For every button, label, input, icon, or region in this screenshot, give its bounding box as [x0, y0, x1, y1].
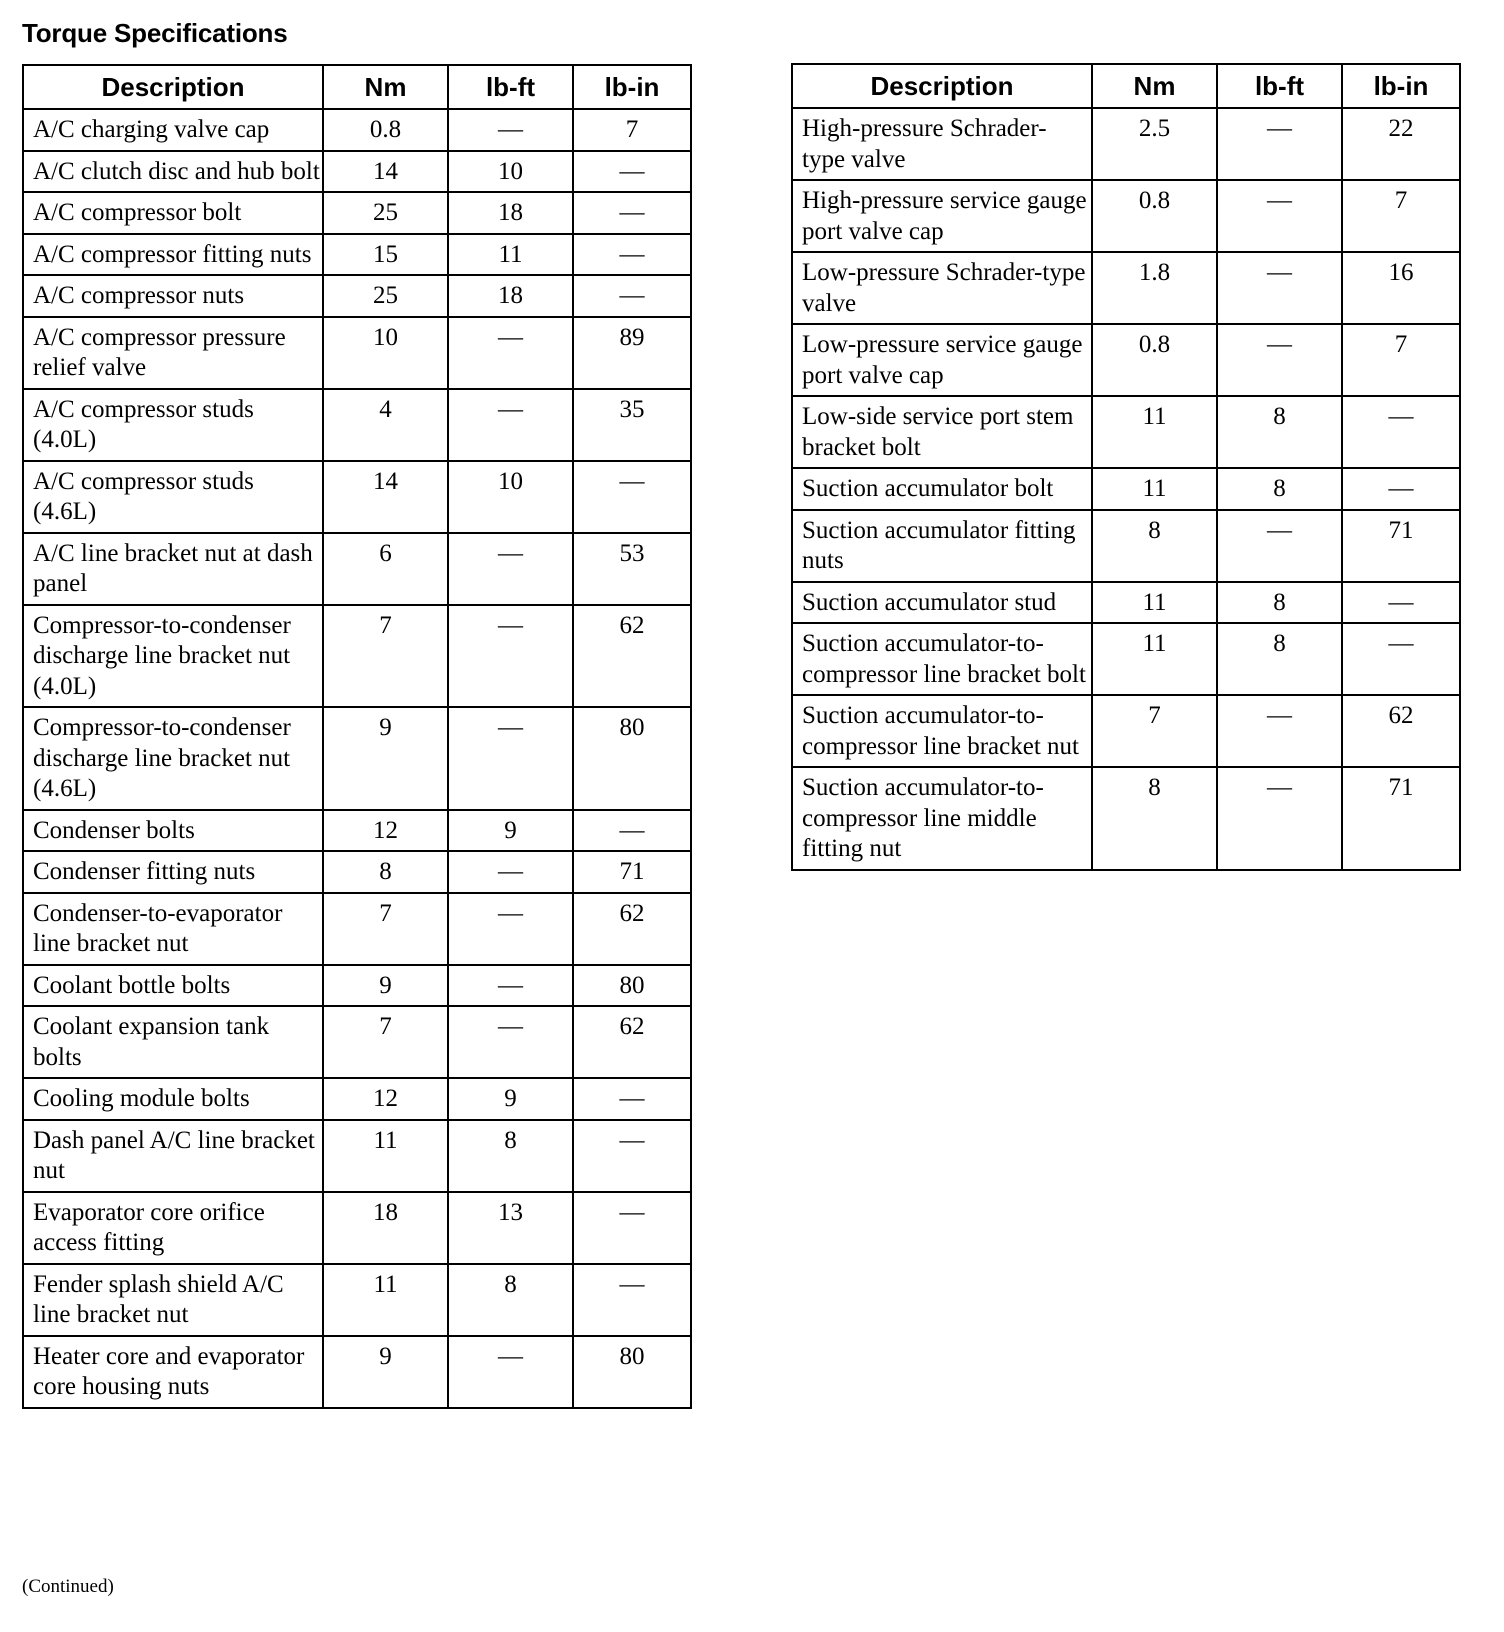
cell-nm: 11: [1092, 468, 1217, 510]
cell-nm: 9: [323, 965, 448, 1007]
cell-nm: 11: [1092, 582, 1217, 624]
cell-lbft: —: [448, 851, 573, 893]
cell-description: Cooling module bolts: [23, 1078, 323, 1120]
cell-description: Dash panel A/C line bracket nut: [23, 1120, 323, 1192]
cell-nm: 1.8: [1092, 252, 1217, 324]
cell-lbft: 8: [1217, 582, 1342, 624]
cell-nm: 7: [323, 605, 448, 708]
cell-lbft: 8: [1217, 623, 1342, 695]
cell-nm: 12: [323, 1078, 448, 1120]
table-row: [23, 1006, 691, 1078]
cell-lbft: —: [1217, 695, 1342, 767]
cell-lbft: —: [448, 1336, 573, 1408]
header-lbin: lb-in: [573, 65, 691, 109]
cell-lbft: 18: [448, 192, 573, 234]
table-row: [23, 1192, 691, 1264]
table-row: [792, 180, 1460, 252]
table-row: [23, 1336, 691, 1408]
table-row: [23, 965, 691, 1007]
cell-lbin: 71: [1342, 767, 1460, 870]
cell-lbin: —: [573, 810, 691, 852]
table-row: [23, 893, 691, 965]
cell-nm: 0.8: [323, 109, 448, 151]
table-row: [792, 510, 1460, 582]
cell-nm: 7: [1092, 695, 1217, 767]
cell-description: High-pressure Schrader-type valve: [792, 108, 1092, 180]
header-nm: Nm: [1092, 64, 1217, 108]
cell-nm: 0.8: [1092, 180, 1217, 252]
header-nm: Nm: [323, 65, 448, 109]
cell-description: A/C compressor bolt: [23, 192, 323, 234]
cell-lbin: —: [573, 151, 691, 193]
table-row: [23, 1264, 691, 1336]
table-row: [792, 695, 1460, 767]
cell-lbin: 80: [573, 1336, 691, 1408]
cell-description: A/C compressor nuts: [23, 275, 323, 317]
cell-lbin: 71: [1342, 510, 1460, 582]
header-row: [23, 65, 691, 109]
header-description: Description: [23, 65, 323, 109]
cell-lbft: —: [448, 605, 573, 708]
cell-description: A/C line bracket nut at dash panel: [23, 533, 323, 605]
cell-lbft: 10: [448, 151, 573, 193]
cell-lbft: 10: [448, 461, 573, 533]
cell-description: Condenser bolts: [23, 810, 323, 852]
table-row: [792, 108, 1460, 180]
cell-description: Suction accumulator stud: [792, 582, 1092, 624]
cell-lbft: —: [448, 109, 573, 151]
cell-nm: 18: [323, 1192, 448, 1264]
cell-nm: 14: [323, 461, 448, 533]
cell-lbft: —: [448, 389, 573, 461]
table-row: [23, 533, 691, 605]
table-row: [23, 605, 691, 708]
cell-nm: 7: [323, 1006, 448, 1078]
cell-description: A/C compressor fitting nuts: [23, 234, 323, 276]
cell-lbft: —: [448, 1006, 573, 1078]
cell-lbin: —: [573, 1264, 691, 1336]
cell-description: A/C compressor pressure relief valve: [23, 317, 323, 389]
cell-lbft: —: [1217, 252, 1342, 324]
header-description: Description: [792, 64, 1092, 108]
cell-lbft: 8: [1217, 468, 1342, 510]
cell-nm: 8: [1092, 510, 1217, 582]
cell-lbin: 16: [1342, 252, 1460, 324]
cell-lbft: —: [1217, 767, 1342, 870]
cell-nm: 4: [323, 389, 448, 461]
cell-description: Coolant bottle bolts: [23, 965, 323, 1007]
table-row: [792, 468, 1460, 510]
cell-description: Low-side service port stem bracket bolt: [792, 396, 1092, 468]
cell-description: A/C charging valve cap: [23, 109, 323, 151]
cell-nm: 11: [1092, 623, 1217, 695]
cell-description: High-pressure service gauge port valve cap: [792, 180, 1092, 252]
cell-description: Compressor-to-condenser discharge line bracket nut (4.6L): [23, 707, 323, 810]
cell-nm: 8: [323, 851, 448, 893]
cell-lbin: 7: [1342, 180, 1460, 252]
table-row: [792, 396, 1460, 468]
cell-lbin: 62: [573, 605, 691, 708]
cell-lbft: 8: [1217, 396, 1342, 468]
cell-lbin: —: [573, 192, 691, 234]
cell-lbin: —: [1342, 623, 1460, 695]
cell-lbft: 8: [448, 1264, 573, 1336]
table-row: [23, 851, 691, 893]
page-title: Torque Specifications: [22, 18, 288, 48]
table-row: [23, 275, 691, 317]
cell-lbin: —: [573, 1078, 691, 1120]
cell-lbft: 11: [448, 234, 573, 276]
table-row: [792, 623, 1460, 695]
cell-lbft: 9: [448, 1078, 573, 1120]
cell-lbft: 18: [448, 275, 573, 317]
cell-nm: 25: [323, 192, 448, 234]
cell-nm: 9: [323, 707, 448, 810]
table-row: [23, 192, 691, 234]
cell-nm: 12: [323, 810, 448, 852]
cell-description: A/C compressor studs (4.0L): [23, 389, 323, 461]
table-row: [792, 252, 1460, 324]
cell-lbft: —: [1217, 324, 1342, 396]
cell-lbin: 62: [573, 1006, 691, 1078]
cell-lbin: 35: [573, 389, 691, 461]
cell-nm: 11: [1092, 396, 1217, 468]
cell-lbin: 80: [573, 707, 691, 810]
cell-lbin: —: [573, 1120, 691, 1192]
cell-description: Low-pressure service gauge port valve cap: [792, 324, 1092, 396]
cell-nm: 11: [323, 1264, 448, 1336]
cell-lbin: 22: [1342, 108, 1460, 180]
header-lbft: lb-ft: [1217, 64, 1342, 108]
cell-nm: 7: [323, 893, 448, 965]
cell-lbin: —: [573, 461, 691, 533]
cell-nm: 9: [323, 1336, 448, 1408]
table-row: [23, 317, 691, 389]
table-row: [23, 234, 691, 276]
header-row: [792, 64, 1460, 108]
table-row: [792, 582, 1460, 624]
table-row: [23, 389, 691, 461]
cell-nm: 8: [1092, 767, 1217, 870]
cell-lbin: —: [1342, 396, 1460, 468]
cell-lbin: —: [1342, 582, 1460, 624]
cell-lbin: —: [573, 275, 691, 317]
cell-description: Heater core and evaporator core housing nuts: [23, 1336, 323, 1408]
cell-nm: 15: [323, 234, 448, 276]
header-lbft: lb-ft: [448, 65, 573, 109]
cell-description: Condenser-to-evaporator line bracket nut: [23, 893, 323, 965]
table-row: [23, 1120, 691, 1192]
cell-description: Suction accumulator-to-compressor line bracket nut: [792, 695, 1092, 767]
cell-lbin: 62: [573, 893, 691, 965]
cell-nm: 2.5: [1092, 108, 1217, 180]
cell-lbin: —: [573, 234, 691, 276]
cell-lbft: —: [448, 965, 573, 1007]
torque-table-right: [791, 63, 1461, 871]
cell-lbin: —: [1342, 468, 1460, 510]
cell-description: Low-pressure Schrader-type valve: [792, 252, 1092, 324]
cell-description: Compressor-to-condenser discharge line bracket nut (4.0L): [23, 605, 323, 708]
table-row: [23, 461, 691, 533]
cell-lbin: 53: [573, 533, 691, 605]
cell-lbft: —: [448, 533, 573, 605]
cell-nm: 0.8: [1092, 324, 1217, 396]
cell-lbin: 62: [1342, 695, 1460, 767]
cell-lbft: —: [1217, 510, 1342, 582]
torque-table-left: [22, 64, 692, 1409]
cell-lbft: —: [1217, 180, 1342, 252]
cell-description: Suction accumulator-to-compressor line bracket bolt: [792, 623, 1092, 695]
cell-lbft: 13: [448, 1192, 573, 1264]
cell-description: Suction accumulator-to-compressor line middle fitting nut: [792, 767, 1092, 870]
cell-nm: 25: [323, 275, 448, 317]
cell-lbft: —: [448, 707, 573, 810]
cell-description: A/C clutch disc and hub bolt: [23, 151, 323, 193]
cell-nm: 14: [323, 151, 448, 193]
cell-nm: 10: [323, 317, 448, 389]
cell-lbin: 80: [573, 965, 691, 1007]
table-row: [23, 109, 691, 151]
table-row: [23, 707, 691, 810]
cell-lbft: —: [448, 317, 573, 389]
cell-description: Suction accumulator bolt: [792, 468, 1092, 510]
cell-nm: 6: [323, 533, 448, 605]
cell-lbin: 7: [1342, 324, 1460, 396]
cell-lbin: 89: [573, 317, 691, 389]
cell-lbft: 9: [448, 810, 573, 852]
table-row: [792, 767, 1460, 870]
table-row: [23, 810, 691, 852]
cell-description: Fender splash shield A/C line bracket nut: [23, 1264, 323, 1336]
header-lbin: lb-in: [1342, 64, 1460, 108]
table-row: [23, 151, 691, 193]
cell-description: Coolant expansion tank bolts: [23, 1006, 323, 1078]
table-row: [23, 1078, 691, 1120]
cell-description: Evaporator core orifice access fitting: [23, 1192, 323, 1264]
continued-note: (Continued): [22, 1576, 114, 1597]
cell-lbin: 71: [573, 851, 691, 893]
cell-lbft: —: [448, 893, 573, 965]
cell-lbft: —: [1217, 108, 1342, 180]
cell-lbin: 7: [573, 109, 691, 151]
cell-description: Condenser fitting nuts: [23, 851, 323, 893]
cell-nm: 11: [323, 1120, 448, 1192]
cell-description: Suction accumulator fitting nuts: [792, 510, 1092, 582]
cell-description: A/C compressor studs (4.6L): [23, 461, 323, 533]
table-row: [792, 324, 1460, 396]
cell-lbin: —: [573, 1192, 691, 1264]
cell-lbft: 8: [448, 1120, 573, 1192]
